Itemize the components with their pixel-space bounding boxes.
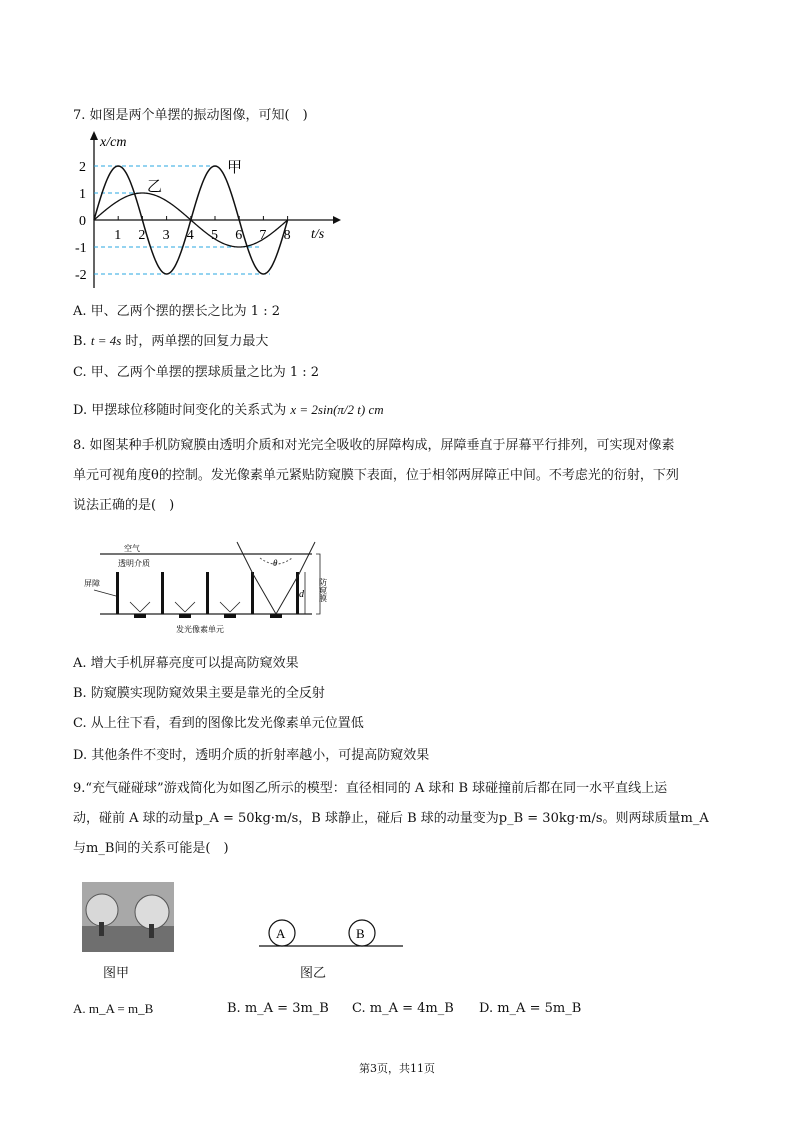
pixel-3 bbox=[224, 614, 236, 618]
q8-option-c[interactable]: C. 从上往下看，看到的图像比发光像素单元位置低 bbox=[73, 716, 364, 731]
question-7-stem: 7. 如图是两个单摆的振动图像，可知( ) bbox=[73, 108, 308, 123]
q9-option-d[interactable]: D. m_A = 5m_B bbox=[479, 1001, 582, 1016]
x-tick-label: 2 bbox=[138, 228, 146, 243]
q8-option-d[interactable]: D. 其他条件不变时，透明介质的折射率越小，可提高防窥效果 bbox=[73, 748, 430, 763]
label-jia: 甲 bbox=[227, 160, 243, 176]
pixel-2 bbox=[179, 614, 191, 618]
t-axis-arrow bbox=[333, 216, 341, 224]
label-yi: 乙 bbox=[147, 179, 163, 195]
x-tick-label: 7 bbox=[259, 228, 267, 243]
y-tick-2: 2 bbox=[79, 160, 86, 175]
q9-option-c[interactable]: C. m_A = 4m_B bbox=[352, 1001, 454, 1016]
x-tick-label: 3 bbox=[162, 228, 170, 243]
x-tick-label: 5 bbox=[211, 228, 218, 243]
label-d: d bbox=[299, 589, 304, 600]
barrier-3 bbox=[206, 572, 209, 614]
q8-option-a[interactable]: A. 增大手机屏幕亮度可以提高防窥效果 bbox=[73, 656, 299, 671]
caption-jia: 图甲 bbox=[103, 966, 130, 981]
collision-model-figure bbox=[255, 915, 405, 949]
y-axis-label: x/cm bbox=[100, 135, 127, 150]
q7-option-a[interactable]: A. 甲、乙两个摆的摆长之比为 1 : 2 bbox=[73, 304, 280, 319]
ray-right bbox=[276, 542, 315, 614]
x-tick-label: 4 bbox=[186, 228, 194, 243]
q7-option-b[interactable]: B. t = 4s 时，两单摆的回复力最大 bbox=[73, 333, 269, 349]
barrier-1 bbox=[116, 572, 119, 614]
q7-option-c[interactable]: C. 甲、乙两个单摆的摆球质量之比为 1 : 2 bbox=[73, 365, 320, 380]
q7-option-d[interactable]: D. 甲摆球位移随时间变化的关系式为 x = 2sin(π/2 t) cm bbox=[73, 402, 384, 418]
question-8-stem: 8. 如图某种手机防窥膜由透明介质和对光完全吸收的屏障构成，屏障垂直于屏幕平行排列，可实现对像素 单元可视角度θ的控制。发光像素单元紧贴防窥膜下表面，位于相邻两屏障正中间。不考虑光的衍射，下列 说法正确的是( ) bbox=[73, 438, 679, 513]
x-axis-label: t/s bbox=[311, 227, 325, 242]
privacy-film-figure bbox=[80, 538, 350, 638]
bumper-ball-photo bbox=[82, 882, 174, 952]
x-tick-label: 8 bbox=[283, 228, 291, 243]
label-barrier-1: 屏障 bbox=[84, 579, 100, 588]
ball-a-label: A bbox=[276, 926, 286, 941]
label-film: 防窥膜 bbox=[318, 578, 328, 602]
ray-left bbox=[237, 542, 276, 614]
q9-option-a[interactable]: A. m_A = m_B bbox=[73, 1001, 154, 1016]
vibration-graph bbox=[75, 128, 345, 298]
label-air: 空气 bbox=[124, 544, 140, 553]
question-9-stem: 9.“充气碰碰球”游戏简化为如图乙所示的模型：直径相同的 A 球和 B 球碰撞前后都在同一水平直线上运 动，碰前 A 球的动量p_A = 50kg·m/s，B 球静止，碰后 B 球的动量变为p_B = 30kg·m/s。则两球质量m_A 与m_B间的关系可能是( ) bbox=[73, 781, 709, 856]
label-medium: 透明介质 bbox=[118, 559, 150, 568]
y-tick-m1: -1 bbox=[75, 241, 87, 256]
x-tick-label: 1 bbox=[114, 228, 122, 243]
q8-option-b[interactable]: B. 防窥膜实现防窥效果主要是靠光的全反射 bbox=[73, 686, 325, 701]
y-tick-1: 1 bbox=[79, 187, 86, 202]
barrier-2 bbox=[161, 572, 164, 614]
pixel-1 bbox=[134, 614, 146, 618]
q9-option-b[interactable]: B. m_A = 3m_B bbox=[227, 1001, 329, 1016]
label-pixel: 发光像素单元 bbox=[176, 625, 224, 634]
barrier-4 bbox=[251, 572, 254, 614]
y-tick-m2: -2 bbox=[75, 268, 87, 283]
x-tick-label: 6 bbox=[235, 228, 243, 243]
barrier-pointer bbox=[94, 590, 116, 596]
pixel-4 bbox=[270, 614, 282, 618]
x-axis-arrow bbox=[90, 131, 98, 140]
y-tick-0: 0 bbox=[79, 214, 86, 229]
ball-b-label: B bbox=[356, 926, 365, 941]
caption-yi: 图乙 bbox=[300, 966, 327, 981]
page-footer: 第3页，共11页 bbox=[359, 1062, 435, 1075]
label-theta: θ bbox=[273, 558, 278, 568]
